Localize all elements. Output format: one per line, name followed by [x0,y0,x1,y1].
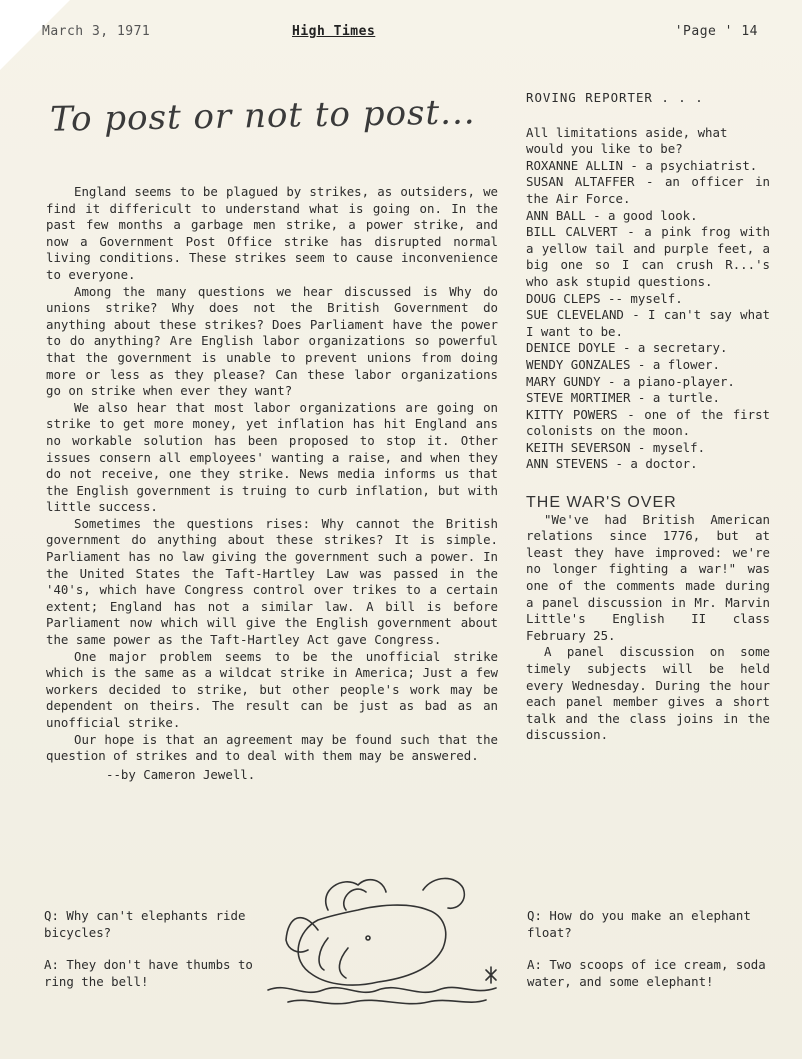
article-paragraph: One major problem seems to be the unofficial strike which is the same as a wildcat strike in America; Just a few workers decided to strike, but other people's work may be dependent on theirs. The result can be just as bad as an unofficial strike. [46,648,498,730]
header-title: High Times [292,24,376,39]
roving-entry: STEVE MORTIMER - a turtle. [526,390,720,406]
roving-entry: SUE CLEVELAND - I can't say what I want to be. [526,307,770,339]
article-paragraph: Our hope is that an agreement may be found such that the question of strikes and to deal with them may be answered. [46,731,498,764]
roving-entry: KITTY POWERS - one of the first colonists on the moon. [526,406,770,439]
right-column [526,90,770,744]
joke-left [44,908,274,1006]
wars-over-title: THE WAR'S OVER [526,494,677,512]
roving-entry: BILL CALVERT - a pink frog with a yellow tail and purple feet, a big one so I can crush R...'s who ask stupid questions. [526,224,770,289]
article-paragraph: We also hear that most labor organizations are going on strike to get more money, yet inflation has hit England ans no workable solution has been proposed to stop it. Other issues consern all employees' wanting a raise, and when they do not receive, one they strike. News media informs us that the English government is truing to curb inflation, but with little success. [46,399,498,515]
header-page-number: 'Page ' 14 [674,24,758,39]
roving-reporter-title: ROVING REPORTER . . . [526,90,704,105]
article-paragraph: Among the many questions we hear discussed is Why do unions strike? Why does not the British Government do anything about these strikes? Does Parliament have the power to do anything? Are English labor organizations so powerful that the government is unable to prevent unions from doing more or less as they please? Can these labor organizations go on strike when ever they want? [46,283,498,399]
joke-right [527,908,767,1006]
roving-entry: DOUG CLEPS -- myself. [526,290,683,306]
roving-entry: SUSAN ALTAFFER - an officer in the Air Force. [526,174,770,206]
roving-entry: ANN BALL - a good look. [526,207,698,223]
roving-entry: MARY GUNDY - a piano-player. [526,373,735,389]
roving-entry: DENICE DOYLE - a secretary. [526,340,728,356]
roving-entry: ROXANNE ALLIN - a psychiatrist. [526,157,758,173]
article-column [46,184,498,783]
roving-entry: KEITH SEVERSON - myself. [526,439,706,455]
wars-paragraph: A panel discussion on some timely subjects will be held every Wednesday. During the hour each panel member gives a short talk and the class joins in the discussion. [526,644,770,743]
joke-answer: A: Two scoops of ice cream, soda water, and some elephant! [527,957,766,989]
roving-entry: ANN STEVENS - a doctor. [526,456,698,472]
header-date: March 3, 1971 [42,24,151,39]
joke-question: Q: How do you make an elephant float? [527,908,751,940]
joke-answer: A: They don't have thumbs to ring the bell! [44,957,253,989]
wars-paragraph: "We've had British American relations since 1776, but at least they have improved: we're no longer fighting a war!" was one of the comments made during a panel discussion in Mr. Marvin Little's English II class February 25. [526,511,770,643]
article-title: To post or not to post... [49,92,476,140]
article-paragraph: England seems to be plagued by strikes, as outsiders, we find it differicult to understand what is going on. In the past few months a garbage men strike, a power strike, and now a Government Post Office strike has disrupted normal living conditions. These strikes seem to cause inconvenience to everyone. [46,184,498,282]
roving-intro: All limitations aside, what would you like to be? [526,124,728,157]
article-byline: --by Cameron Jewell. [106,766,256,782]
article-paragraph: Sometimes the questions rises: Why cannot the British government do anything about these strikes? It is simple. Parliament has no law giving the government such a power. In the United States the Taft-Hartley Law was passed in the '40's, which have Congress control over trikes to a certain extent; England has not a similar law. A bill is before Parliament now which will give the English government about the same power as the Taft-Hartley Act gave Congress. [46,515,498,648]
roving-entry: WENDY GONZALES - a flower. [526,356,720,372]
elephant-drawing-icon [258,870,518,1020]
joke-question: Q: Why can't elephants ride bicycles? [44,908,246,940]
